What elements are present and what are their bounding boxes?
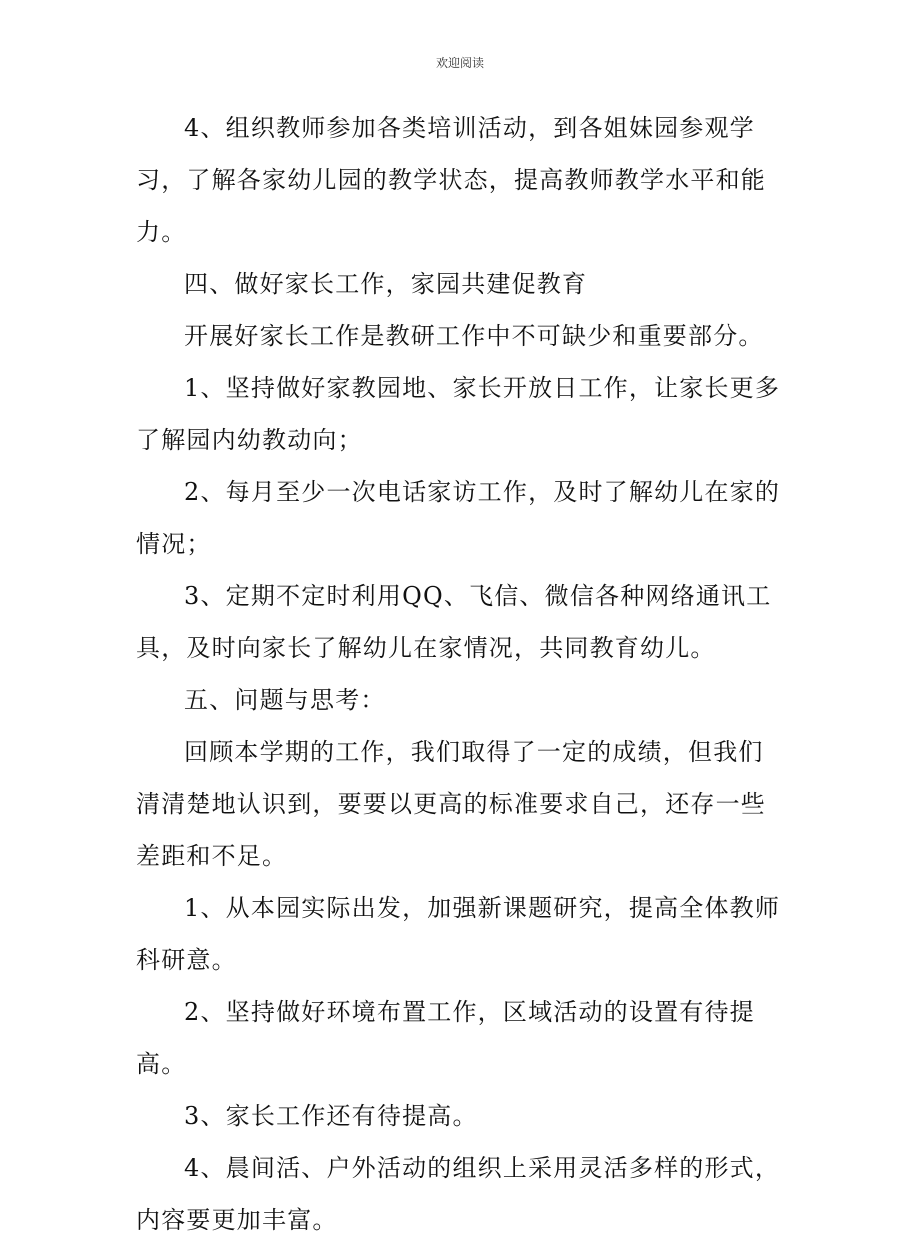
- heading-problems: 五、问题与思考：: [184, 686, 386, 714]
- paragraph-parent-item-1: 1、坚持做好家教园地、家长开放日工作，让家长更多了解园内幼教动向；: [136, 374, 781, 454]
- paragraph-problem-item-2: 2、坚持做好环境布置工作，区域活动的设置有待提高。: [136, 998, 755, 1078]
- paragraph-training: 4、组织教师参加各类培训活动，到各姐妹园参观学习，了解各家幼儿园的教学状态，提高教师教学水平和能力。: [136, 114, 766, 246]
- document-body: [136, 102, 786, 1246]
- paragraph-problem-item-3: 3、家长工作还有待提高。: [184, 1102, 478, 1130]
- page-header: 欢迎阅读: [435, 56, 484, 70]
- heading-parent-work: 四、做好家长工作，家园共建促教育: [184, 270, 588, 298]
- paragraph-parent-item-2: 2、每月至少一次电话家访工作，及时了解幼儿在家的情况；: [136, 478, 781, 558]
- paragraph-problem-item-4: 4、晨间活、户外活动的组织上采用灵活多样的形式，内容要更加丰富。: [136, 1154, 781, 1234]
- paragraph-parent-item-3: 3、定期不定时利用QQ、飞信、微信各种网络通讯工具，及时向家长了解幼儿在家情况，共同教育幼儿。: [136, 582, 772, 662]
- paragraph-parent-intro: 开展好家长工作是教研工作中不可缺少和重要部分。: [184, 322, 764, 350]
- paragraph-review: 回顾本学期的工作，我们取得了一定的成绩，但我们清清楚地认识到，要要以更高的标准要求自己，还存一些差距和不足。: [136, 738, 766, 870]
- paragraph-problem-item-1: 1、从本园实际出发，加强新课题研究，提高全体教师科研意。: [136, 894, 781, 974]
